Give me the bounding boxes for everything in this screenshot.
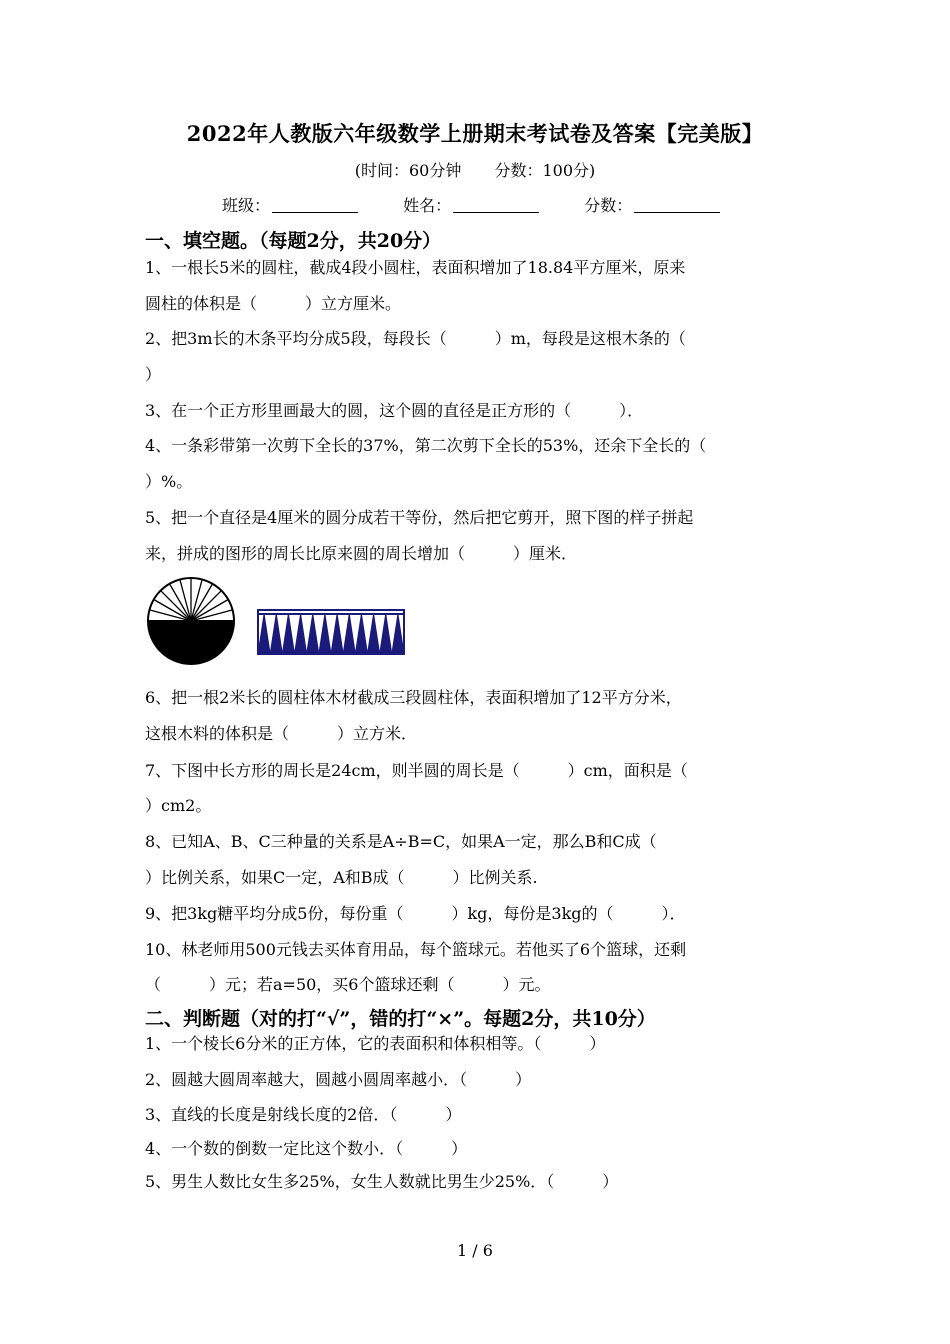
judge-q4: 4、一个数的倒数一定比这个数小．（ ） [145,1139,468,1158]
q10-line1: 10、林老师用500元钱去买体育用品，每个篮球元。若他买了6个篮球，还剩 [145,940,687,959]
sector-circle [148,578,234,664]
judge-q5: 5、男生人数比女生多25%，女生人数就比男生少25%．（ ） [145,1172,619,1191]
circle-bottom-half [148,621,234,664]
time-label: (时间：60分钟 [354,161,462,180]
page-title: 2022年人教版六年级数学上册期末考试卷及答案【完美版】 [186,121,764,146]
q3-line1: 3、在一个正方形里画最大的圆，这个圆的直径是正方形的（ ）． [145,401,644,420]
exam-meta [0,158,950,181]
q7-line1: 7、下图中长方形的周长是24cm，则半圆的周长是（ ）cm，面积是（ [145,761,688,780]
section2-heading: 二、判断题（对的打“√”，错的打“×”。每题2分，共10分） [145,1008,656,1030]
score-blank[interactable] [634,196,720,213]
student-info-row [222,193,760,216]
judge-q3: 3、直线的长度是射线长度的2倍．（ ） [145,1105,462,1124]
q5-line1: 5、把一个直径是4厘米的圆分成若干等份，然后把它剪开，照下图的样子拼起 [145,508,694,527]
judge-q2: 2、圆越大圆周率越大，圆越小圆周率越小．（ ） [145,1070,532,1089]
q2-line1: 2、把3m长的木条平均分成5段，每段长（ ）m，每段是这根木条的（ [145,329,686,348]
q6-line1: 6、把一根2米长的圆柱体木材截成三段圆柱体，表面积增加了12平方分米， [145,688,682,707]
sector-strip [258,610,404,654]
class-field: 班级： [222,193,358,216]
q4-line2: ）%。 [145,472,193,491]
q2-line2: ） [145,365,162,384]
circle-sectors-figure [144,576,240,666]
judge-q1: 1、一个棱长6分米的正方体，它的表面积和体积相等。（ ） [145,1034,606,1053]
page-number: 1 / 6 [457,1241,493,1260]
q9-line1: 9、把3kg糖平均分成5份，每份重（ ）kg，每份是3kg的（ ）． [145,904,686,923]
class-blank[interactable] [272,196,358,213]
q4-line1: 4、一条彩带第一次剪下全长的37%，第二次剪下全长的53%，还余下全长的（ [145,436,707,455]
q6-line2: 这根木料的体积是（ ）立方米． [145,724,418,743]
q1-line2: 圆柱的体积是（ ）立方厘米。 [145,294,402,313]
q5-line2: 来，拼成的图形的周长比原来圆的周长增加（ ）厘米． [145,544,578,563]
q7-line2: ）cm2。 [145,796,212,815]
q8-line2: ）比例关系，如果C一定，A和B成（ ）比例关系. [145,868,538,887]
section1-heading: 一、填空题。（每题2分，共20分） [145,230,442,252]
q8-line1: 8、已知A、B、C三种量的关系是A÷B=C，如果A一定，那么B和C成（ [145,832,657,851]
score-field: 分数： [584,193,720,216]
total-score-label: 分数：100分) [494,161,596,180]
rearranged-strip-figure [256,606,408,658]
name-field: 姓名： [403,193,539,216]
q10-line2: （ ）元；若a=50，买6个篮球还剩（ ）元。 [145,975,551,994]
name-blank[interactable] [453,196,539,213]
q1-line1: 1、一根长5米的圆柱，截成4段小圆柱，表面积增加了18.84平方厘米，原来 [145,258,686,277]
